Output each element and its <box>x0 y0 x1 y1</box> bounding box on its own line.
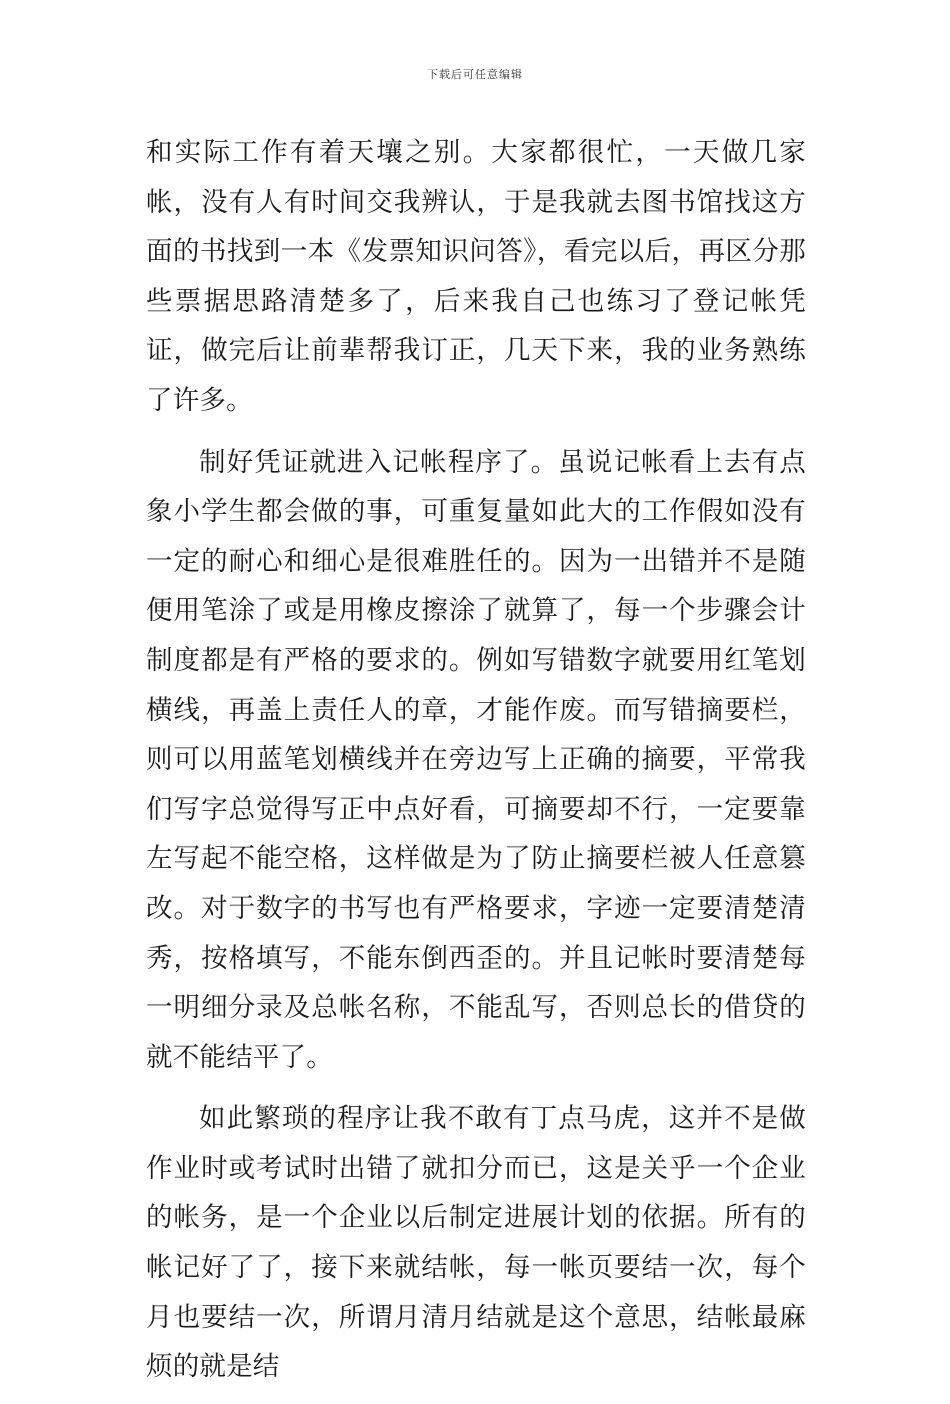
paragraph-continuation: 和实际工作有着天壤之别。大家都很忙，一天做几家帐，没有人有时间交我辨认，于是我就去图书馆找这方面的书找到一本《发票知识问答》，看完以后，再区分那些票据思路清楚多了，后来我自己也练习了登记帐凭证，做完后让前辈帮我订正，几天下来，我的业务熟练了许多。 <box>146 137 806 416</box>
document-body <box>146 128 806 1404</box>
paragraph-bookkeeping: 制好凭证就进入记帐程序了。虽说记帐看上去有点象小学生都会做的事，可重复量如此大的工作假如没有一定的耐心和细心是很难胜任的。因为一出错并不是随便用笔涂了或是用橡皮擦涂了就算了，每一个步骤会计制度都是有严格的要求的。例如写错数字就要用红笔划横线，再盖上责任人的章，才能作废。而写错摘要栏，则可以用蓝笔划横线并在旁边写上正确的摘要，平常我们写字总觉得写正中点好看，可摘要却不行，一定要靠左写起不能空格，这样做是为了防止摘要栏被人任意篡改。对于数字的书写也有严格要求，字迹一定要清楚清秀，按格填写，不能东倒西歪的。并且记帐时要清楚每一明细分录及总帐名称，不能乱写，否则总长的借贷的就不能结平了。 <box>146 446 806 1073</box>
page-header-note: 下载后可任意编辑 <box>427 68 523 81</box>
paragraph-closing-accounts: 如此繁琐的程序让我不敢有丁点马虎，这并不是做作业时或考试时出错了就扣分而已，这是关乎一个企业的帐务，是一个企业以后制定进展计划的依据。所有的帐记好了了，接下来就结帐，每一帐页要结一次，每个月也要结一次，所谓月清月结就是这个意思，结帐最麻烦的就是结 <box>146 1103 806 1383</box>
